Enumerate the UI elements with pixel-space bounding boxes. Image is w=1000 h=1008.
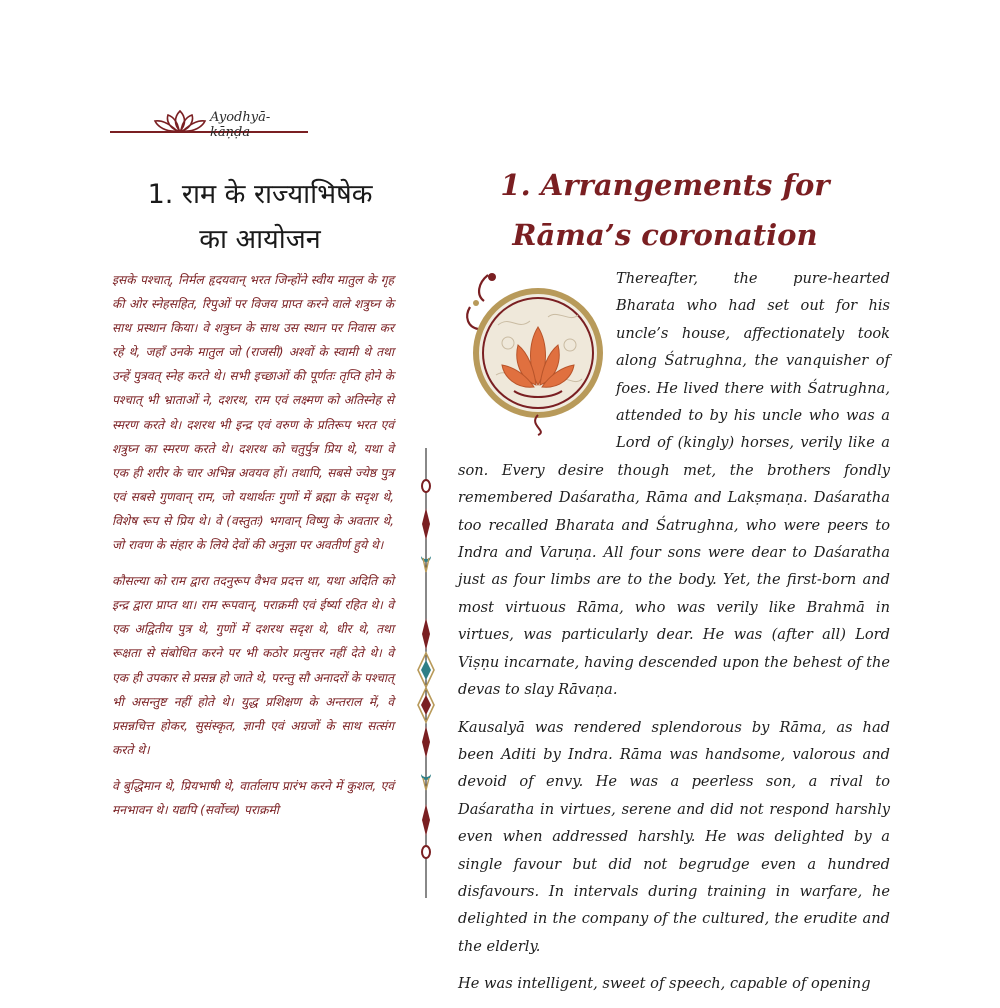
ornamental-column-divider <box>416 448 436 898</box>
english-title-line-2: Rāma’s coronation <box>512 218 818 252</box>
english-paragraph-2: Kausalyā was rendered splendorous by Rāma, as had been Aditi by Indra. Rāma was handsome, valorous and devoid of envy. He was a peerless son, a rival to Daśaratha in virtues, serene and did not respond harshly even when addressed harshly. He was delighted by a single favour but did not begrudge even a hundred disfavours. In intervals during training in warfare, he delighted in the company of the cultured, the erudite and the elderly. <box>458 718 890 955</box>
hindi-title-line-2: का आयोजन <box>199 224 321 255</box>
divider-ornament-middle <box>418 618 434 758</box>
english-title <box>445 160 885 260</box>
english-text-column <box>458 265 890 1008</box>
running-header <box>110 106 310 140</box>
hindi-text-column <box>112 268 394 834</box>
english-title-line-1: 1. Arrangements for <box>500 168 830 202</box>
hindi-title <box>110 172 410 262</box>
english-paragraph-3: He was intelligent, sweet of speech, capable of opening <box>458 975 871 993</box>
ornamental-drop-cap-lotus-icon <box>458 265 610 437</box>
lotus-icon <box>152 109 208 133</box>
hindi-paragraph-2: कौसल्या को राम द्वारा तदनुरूप वैभव प्रदत्त था, यथा अदिति को इन्द्र द्वारा प्राप्त था। राम रूपवान्, पराक्रमी एवं ईर्ष्या रहित थे। वे एक अद्वितीय पुत्र थे, गुणों में दशरथ सदृश थे, धीर थे, तथा रूक्षता से संबोधित करने पर भी कठोर प्रत्युत्तर नहीं देते थे। वे एक ही उपकार से प्रसन्न हो जाते थे, परन्तु सौ अनादरों के पश्चात् भी असन्तुष्ट नहीं होते थे। युद्ध प्रशिक्षण के अन्तराल में, वे प्रसन्नचित्त होकर, सुसंस्कृत, ज्ञानी एवं अग्रजों के साथ सत्संग करते थे। <box>112 574 394 757</box>
hindi-paragraph-1: इसके पश्चात्, निर्मल हृदयवान् भरत जिन्होंने स्वीय मातुल के गृह की ओर स्नेहसहित, रिपुओं पर विजय प्राप्त करने वाले शत्रुघ्न के साथ प्रस्थान किया। वे शत्रुघ्न के साथ उस स्थान पर निवास कर रहे थे, जहाँ उनके मातुल जो (राजसी) अश्वों के स्वामी थे तथा उन्हें पुत्रवत् स्नेह करते थे। सभी इच्छाओं की पूर्णतः तृप्ति होने के पश्चात् भी भ्राताओं ने, दशरथ, राम एवं लक्ष्मण को अतिस्नेह से स्मरण करते थे। दशरथ भी इन्द्र एवं वरुण के प्रतिरूप भरत एवं शत्रुघ्न का स्मरण करते थे। दशरथ को चतुर्पुत्र प्रिय थे, यथा वे एक ही शरीर के चार अभिन्न अवयव हों। तथापि, सबसे ज्येष्ठ पुत्र एवं सबसे गुणवान् राम, जो यथार्थतः गुणों में ब्रह्मा के सदृश थे, विशेष रूप से प्रिय थे। वे (वस्तुतः) भगवान् विष्णु के अवतार थे, जो रावण के संहार के लिये देवों की अनुज्ञा पर अवतीर्ण हुये थे। <box>112 273 394 553</box>
hindi-paragraph-3: वे बुद्धिमान थे, प्रियभाषी थे, वार्तालाप प्रारंभ करने में कुशल, एवं मनभावन थे। यद्यपि (सर्वोच्च) पराक्रमी <box>112 778 394 817</box>
hindi-title-line-1: 1. राम के राज्याभिषेक <box>147 179 373 210</box>
section-label: Ayodhyā-kāṇḍa <box>210 110 271 140</box>
english-paragraph-1: Thereafter, the pure-hearted Bharata who had set out for his uncle’s house, affectionately took along Śatrughna, the vanquisher of foes. He lived there with Śatrughna, attended to by his uncle who was a Lord of (kingly) horses, verily like a son. Every desire though met, the brothers fondly remembered Daśaratha, Rāma and Lakṣmaṇa. Daśaratha too recalled Bharata and Śatrughna, who were peers to Indra and Varuṇa. All four sons were dear to Daśaratha just as four limbs are to the body. Yet, the first-born and most virtuous Rāma, who was verily like Brahmā in virtues, was particularly dear. He was (after all) Lord Viṣṇu incarnate, having descended upon the behest of the devas to slay Rāvaṇa. <box>458 270 890 699</box>
